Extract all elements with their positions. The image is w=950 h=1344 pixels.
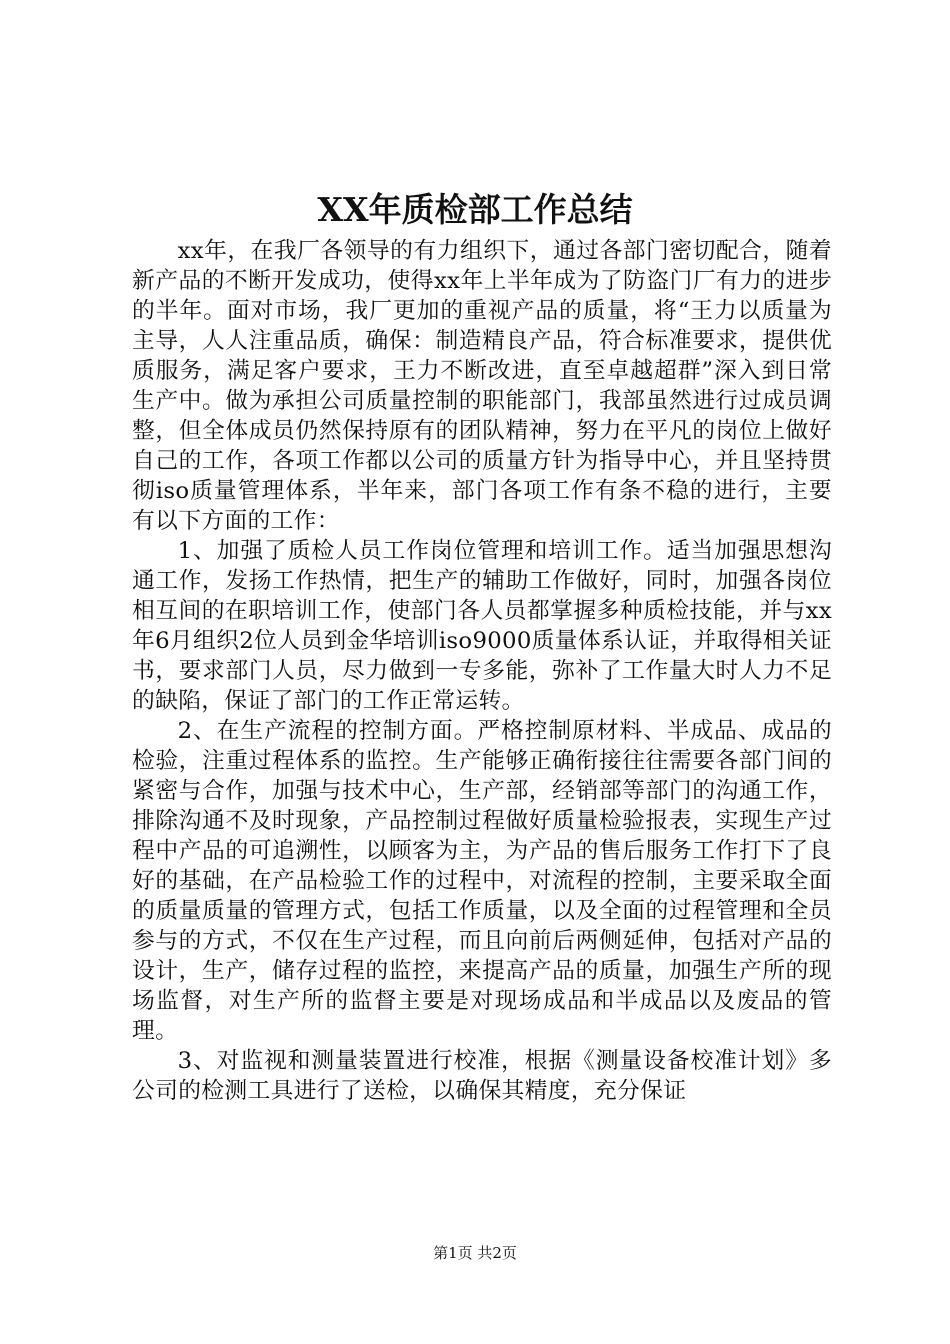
paragraph-item-1: 1、加强了质检人员工作岗位管理和培训工作。适当加强思想沟通工作，发扬工作热情，把生产的辅助工作做好，同时，加强各岗位相互间的在职培训工作，使部门各人员都掌握多种质检技能，并与xx年6月组织2位人员到金华培训iso9000质量体系认证，并取得相关证书，要求部门人员，尽力做到一专多能，弥补了工作量大时人力不足的缺陷，保证了部门的工作正常运转。 [132,538,832,714]
document-title: XX年质检部工作总结 [317,190,633,229]
paragraph-intro: xx年，在我厂各领导的有力组织下，通过各部门密切配合，随着新产品的不断开发成功，使得xx年上半年成为了防盗门厂有力的进步的半年。面对市场，我厂更加的重视产品的质量，将“王力以质量为主导，人人注重品质，确保：制造精良产品，符合标准要求，提供优质服务，满足客户要求，王力不断改进，直至卓越超群”深入到日常生产中。做为承担公司质量控制的职能部门，我部虽然进行过成员调整，但全体成员仍然保持原有的团队精神，努力在平凡的岗位上做好自己的工作，各项工作都以公司的质量方针为指导中心，并且坚持贯彻iso质量管理体系，半年来，部门各项工作有条不稳的进行，主要有以下方面的工作： [132,238,832,534]
paragraph-item-2: 2、在生产流程的控制方面。严格控制原材料、半成品、成品的检验，注重过程体系的监控。生产能够正确衔接往往需要各部门间的紧密与合作，加强与技术中心，生产部，经销部等部门的沟通工作，排除沟通不及时现象，产品控制过程做好质量检验报表，实现生产过程中产品的可追溯性，以顾客为主，为产品的售后服务工作打下了良好的基础，在产品检验工作的过程中，对流程的控制，主要采取全面的质量质量的管理方式，包括工作质量，以及全面的过程管理和全员参与的方式，不仅在生产过程，而且向前后两侧延伸，包括对产品的设计，生产，储存过程的监控，来提高产品的质量，加强生产所的现场监督，对生产所的监督主要是对现场成品和半成品以及废品的管理。 [132,718,832,1044]
document-body [132,236,832,1106]
page-footer: 第1页 共2页 [433,1244,517,1262]
paragraph-item-3: 3、对监视和测量装置进行校准，根据《测量设备校准计划》多公司的检测工具进行了送检，以确保其精度，充分保证 [132,1048,832,1104]
